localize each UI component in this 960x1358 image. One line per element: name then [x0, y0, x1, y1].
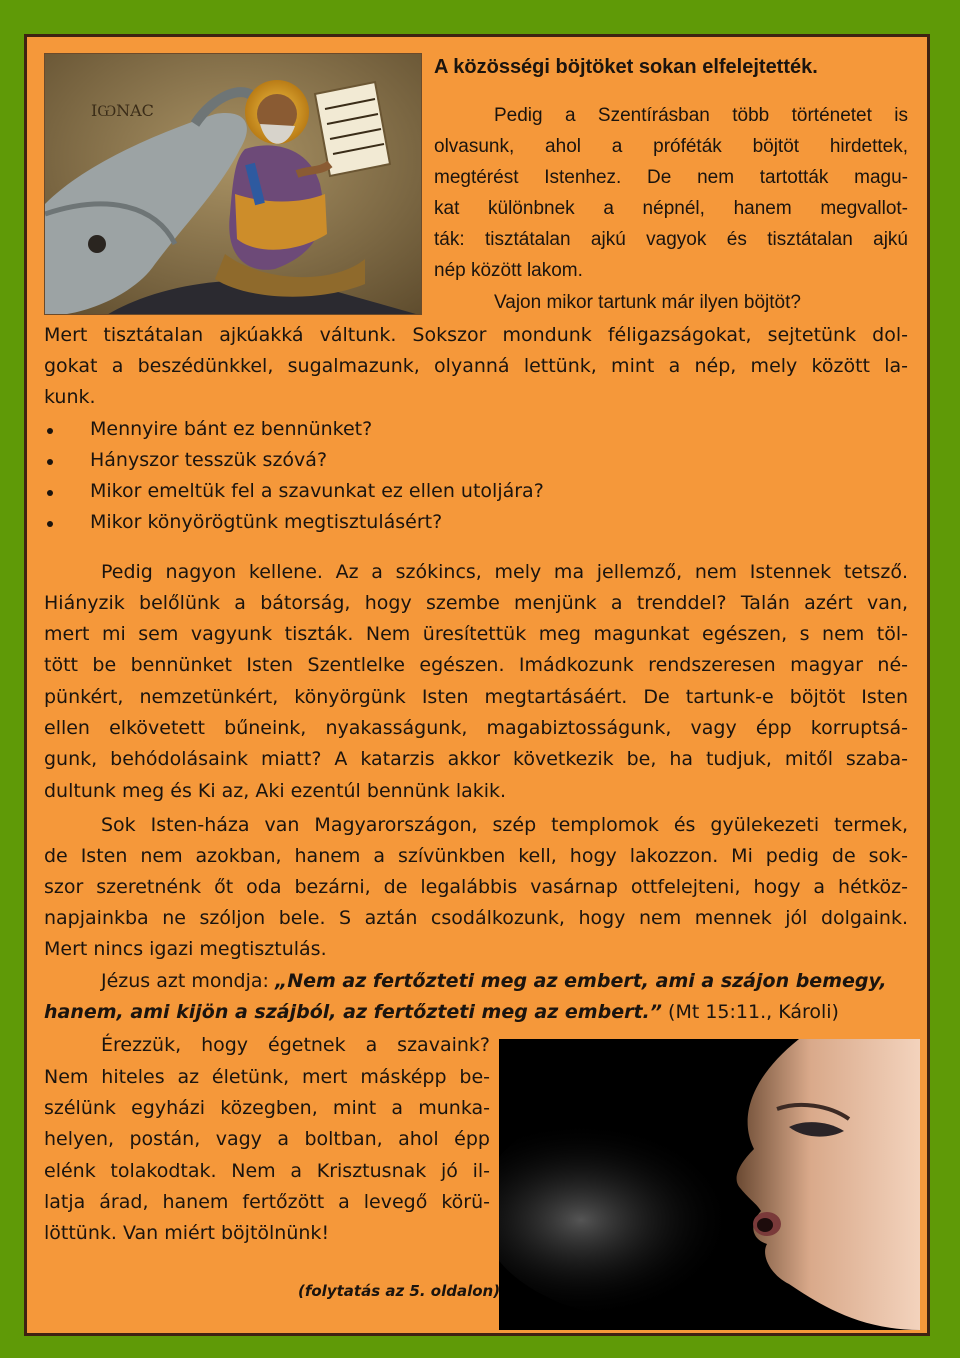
bullet-dot	[47, 459, 53, 465]
paragraph-line: szélünk egyházi közegben, mint a munka-	[44, 1097, 490, 1119]
continuation-note: (folytatás az 5. oldalon)	[298, 1282, 501, 1300]
paragraph-line: napjainkba ne szóljon bele. S aztán csodálkozunk, hogy nem mennek jól dolgaink.	[44, 907, 908, 929]
paragraph-line: Érezzük, hogy égetnek a szavaink?	[101, 1034, 490, 1056]
paragraph-line: helyen, postán, vagy a boltban, ahol épp	[44, 1128, 490, 1150]
paragraph-line: Hiányzik belőlünk a bátorság, hogy szembe menjünk a trenddel? Talán azért van,	[44, 592, 908, 614]
paragraph-line: Nem hiteles az életünk, mert másképp be-	[44, 1066, 490, 1088]
paragraph-line: kunk.	[44, 386, 96, 408]
quote-reference: (Mt 15:11., Károli)	[662, 1001, 839, 1023]
svg-text:ІѠNAC: ІѠNAC	[91, 101, 154, 120]
breathing-face-photo	[499, 1039, 920, 1330]
intro-line: olvasunk, ahol a próféták böjtöt hirdettek,	[434, 136, 908, 157]
paragraph-line: Pedig nagyon kellene. Az a szókincs, mely ma jellemző, nem Istennek tetsző.	[101, 561, 908, 583]
paragraph-line: ellen elkövetett bűneink, nyakasságunk, magabiztosságunk, vagy épp korruptsá-	[44, 717, 908, 739]
quote-text: hanem, ami kijön a szájból, az fertőzteti meg az embert.”	[44, 1001, 662, 1023]
quote-line-1	[101, 966, 887, 997]
paragraph-line: szor szeretnénk őt oda bezárni, de legalábbis vasárnap ottfelejteni, hogy a hétköz-	[44, 876, 908, 898]
paragraph-line: mert mi sem vagyunk tiszták. Nem üresítettük meg magunkat egészen, s nem töl-	[44, 623, 908, 645]
paragraph-line: gunk, behódolásaink miatt? A katarzis akkor következik be, ha tudjuk, mitől szaba-	[44, 748, 908, 770]
quote-line-2	[44, 997, 839, 1028]
paragraph-line: Sok Isten-háza van Magyarországon, szép templomok és gyülekezeti termek,	[101, 814, 908, 836]
prophet-icon-illustration	[44, 53, 422, 315]
quote-intro: Jézus azt mondja:	[101, 970, 275, 992]
intro-line: megtérést Istenhez. De nem tartották magu-	[434, 167, 908, 188]
paragraph-line: de Isten nem azokban, hanem a szívünkben kell, hogy lakozzon. Mi pedig de sok-	[44, 845, 908, 867]
paragraph-line: pünkért, nemzetünkért, könyörgünk Isten megtartásáért. De tartunk-e böjtöt Isten	[44, 686, 908, 708]
paragraph-line: elénk tolakodtak. Nem a Krisztusnak jó il-	[44, 1160, 490, 1182]
intro-line: kat különbnek a népnél, hanem megvallot-	[434, 198, 908, 219]
intro-line: Vajon mikor tartunk már ilyen böjtöt?	[494, 292, 801, 313]
article-heading: A közösségi böjtöket sokan elfelejtették.	[434, 56, 818, 78]
paragraph-line: löttünk. Van miért böjtölnünk!	[44, 1222, 330, 1244]
quote-text: „Nem az fertőzteti meg az embert, ami a szájon bemegy,	[274, 970, 887, 992]
bullet-dot	[47, 428, 53, 434]
bullet-item: Mennyire bánt ez bennünket?	[90, 418, 373, 440]
bullet-dot	[47, 521, 53, 527]
intro-line: nép között lakom.	[434, 260, 583, 281]
paragraph-line: Mert tisztátalan ajkúakká váltunk. Sokszor mondunk féligazságokat, sejtetünk dol-	[44, 324, 908, 346]
paragraph-line: dultunk meg és Ki az, Aki ezentúl bennünk lakik.	[44, 780, 507, 802]
bullet-item: Hányszor tesszük szóvá?	[90, 449, 328, 471]
bullet-item: Mikor könyörögtünk megtisztulásért?	[90, 511, 443, 533]
paragraph-line: Mert nincs igazi megtisztulás.	[44, 938, 327, 960]
bullet-dot	[47, 490, 53, 496]
paragraph-line: latja árad, hanem fertőzött a levegő körü-	[44, 1191, 490, 1213]
paragraph-line: gokat a beszédünkkel, sugalmazunk, olyanná lettünk, mint a nép, mely között la-	[44, 355, 908, 377]
intro-line: ták: tisztátalan ajkú vagyok és tisztátalan ajkú	[434, 229, 908, 250]
paragraph-line: tött be bennünket Isten Szentlelke egészen. Imádkozunk rendszeresen magyar né-	[44, 654, 908, 676]
intro-line: Pedig a Szentírásban több történetet is	[494, 105, 908, 126]
bullet-item: Mikor emeltük fel a szavunkat ez ellen utoljára?	[90, 480, 544, 502]
